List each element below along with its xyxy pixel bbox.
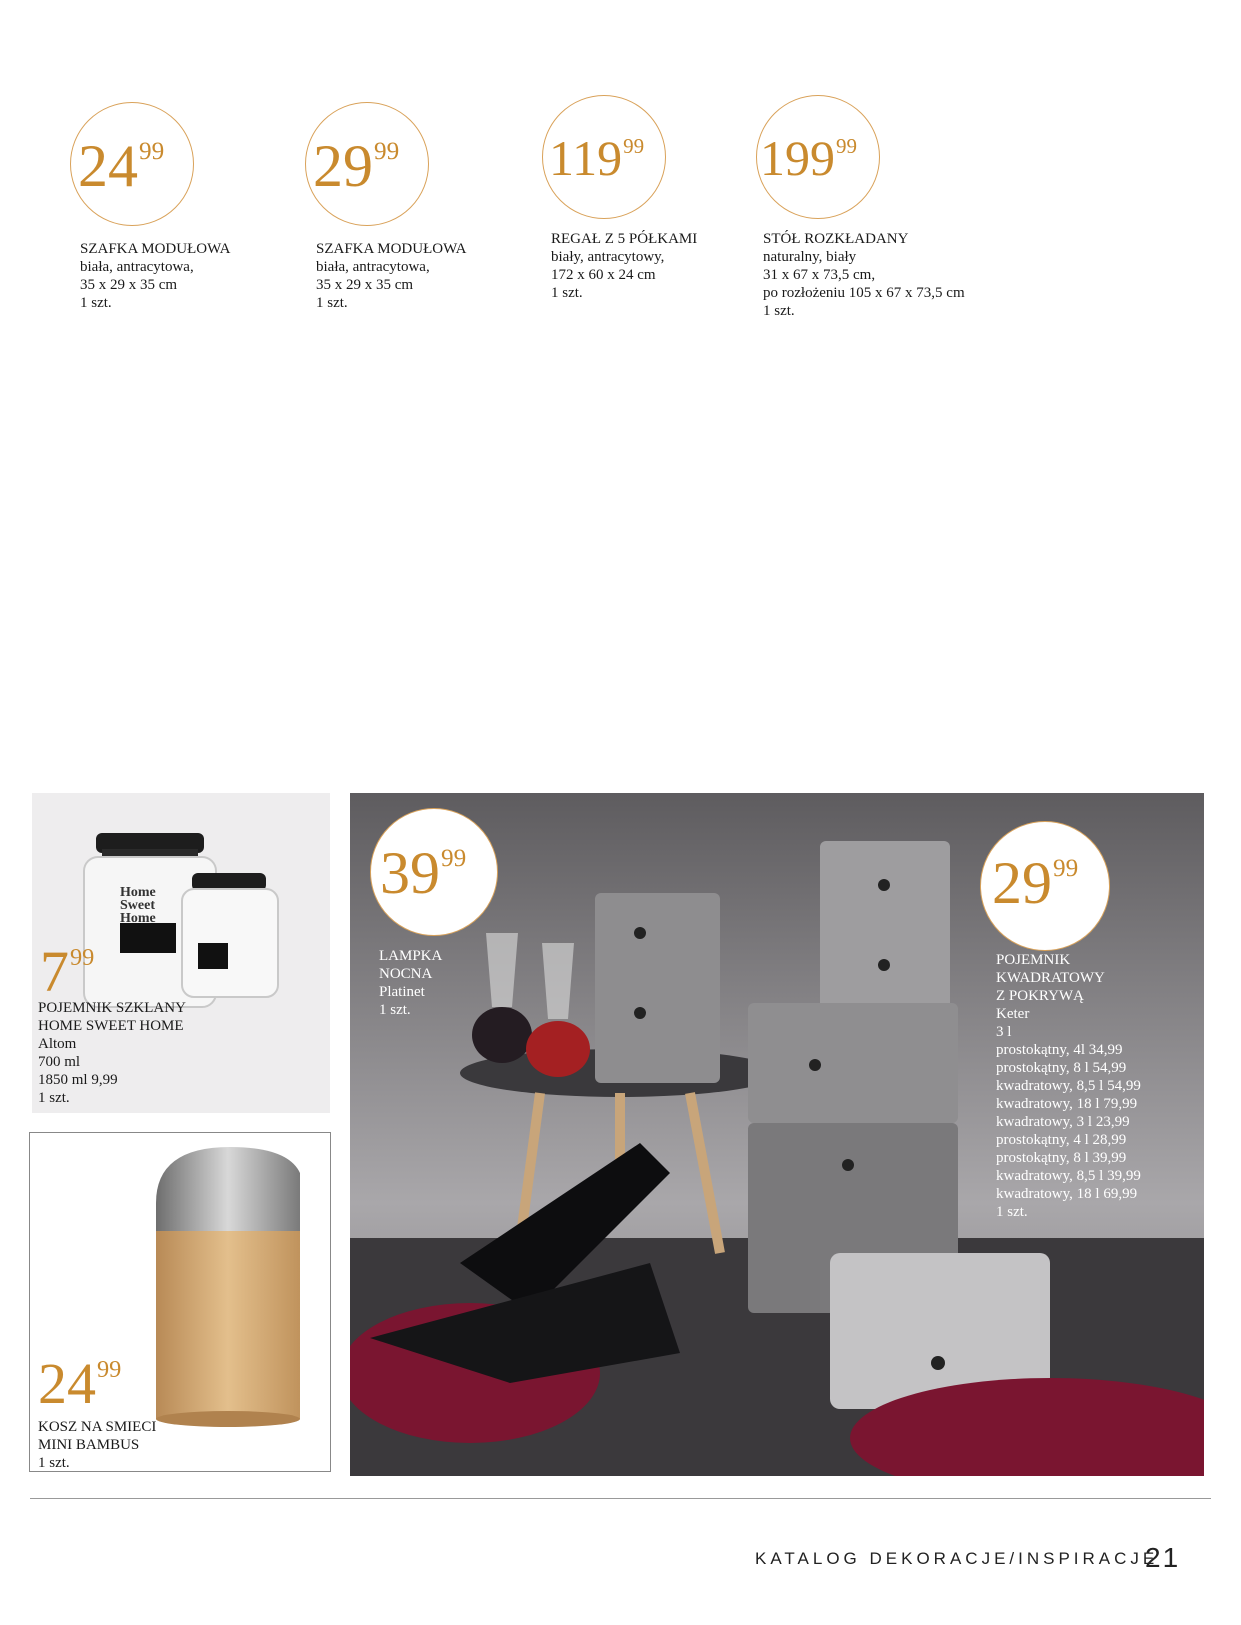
catalog-title: KATALOG DEKORACJE/INSPIRACJE	[755, 1549, 1159, 1568]
product-description: STÓŁ ROZKŁADANY naturalny, biały 31 x 67 x 73,5 cm, po rozłożeniu 105 x 67 x 73,5 cm 1 szt.	[763, 231, 965, 319]
product-description: SZAFKA MODUŁOWA biała, antracytowa, 35 x 29 x 35 cm 1 szt.	[80, 241, 231, 311]
price: $29^{99}$	[992, 850, 1079, 916]
price: $199^{99}$	[760, 130, 857, 186]
page-number: 21	[1145, 1542, 1181, 1573]
price: $29^{99}$	[313, 133, 400, 199]
price: $39^{99}$	[380, 840, 467, 906]
price: $24^{99}$	[78, 133, 165, 199]
scene-photo	[350, 793, 1204, 1476]
price: $119^{99}$	[549, 130, 645, 186]
product-description: POJEMNIK SZKLANY HOME SWEET HOME Altom 700 ml 1850 ml 9,99 1 szt.	[38, 1000, 186, 1106]
jar-label-text: Home Sweet Home	[120, 885, 156, 926]
bin-panel	[29, 1132, 331, 1472]
product-description: REGAŁ Z 5 PÓŁKAMI biały, antracytowy, 172 x 60 x 24 cm 1 szt.	[551, 231, 698, 301]
product-description: POJEMNIK KWADRATOWY Z POKRYWĄ Keter 3 l prostokątny, 4l 34,99 prostokątny, 8 l 54,99 kwadratowy, 8,5 l 54,99 kwadratowy, 18 l 79,99 kwadratowy, 3 l 23,99 prostokątny, 4 l 28,99 prostokątny, 8 l 39,99 kwadratowy, 8,5 l 39,99 kwadratowy, 18 l 69,99 1 szt.	[996, 952, 1141, 1220]
price: $7^{99}$	[40, 939, 95, 1004]
jar-panel	[32, 793, 330, 1113]
product-description: SZAFKA MODUŁOWA biała, antracytowa, 35 x 29 x 35 cm 1 szt.	[316, 241, 467, 311]
product-description: KOSZ NA SMIECI MINI BAMBUS 1 szt.	[38, 1419, 157, 1471]
footer-divider	[30, 1498, 1211, 1499]
product-description: LAMPKA NOCNA Platinet 1 szt.	[379, 948, 443, 1018]
price: $24^{99}$	[38, 1351, 122, 1416]
